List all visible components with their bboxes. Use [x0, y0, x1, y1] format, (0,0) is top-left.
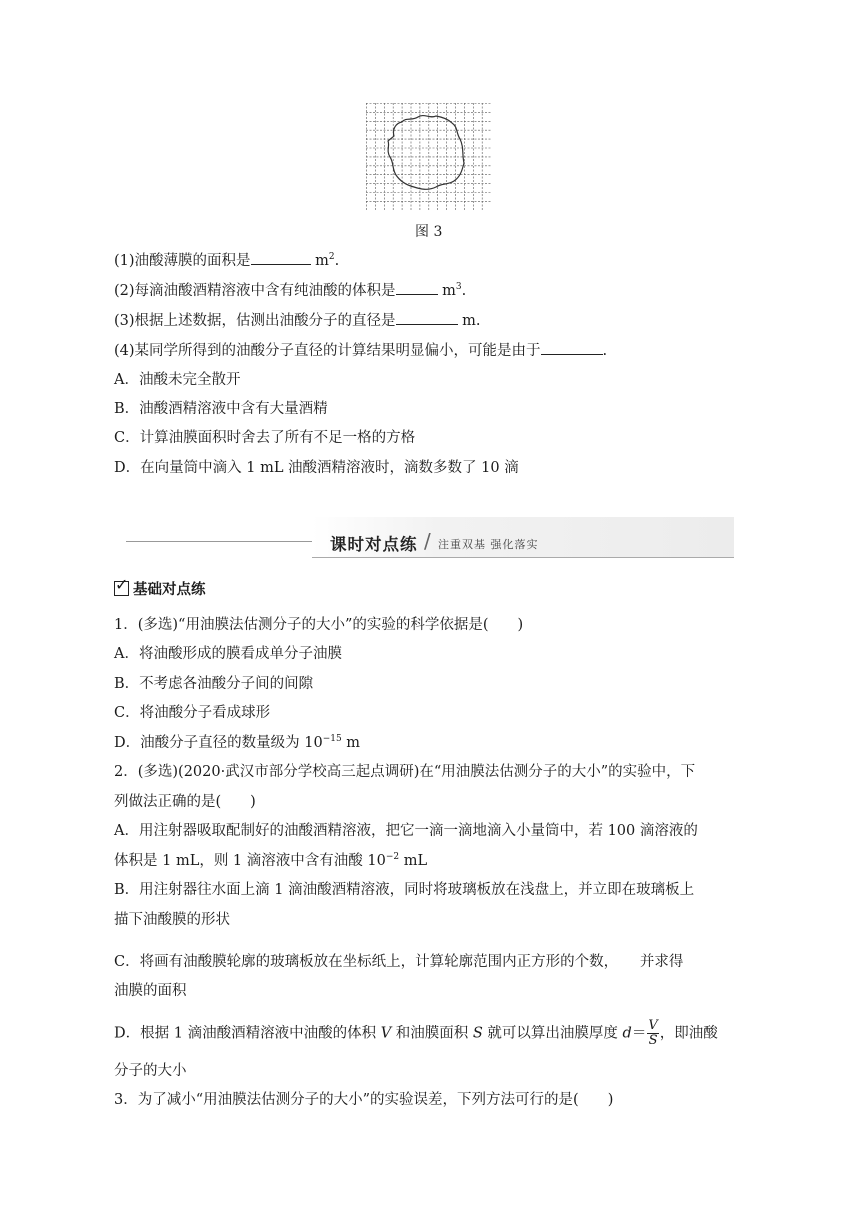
- option-c: C．计算油膜面积时舍去了所有不足一格的方格: [114, 430, 416, 446]
- banner-underline: [312, 557, 734, 558]
- banner-rule: [126, 541, 312, 542]
- q2-option-d-line2: 分子的大小: [114, 1063, 187, 1079]
- question-3-stem: 3．为了减小“用油膜法估测分子的大小”的实验误差，下列方法可行的是( ): [114, 1092, 614, 1108]
- subquestion-4: (4)某同学所得到的油酸分子直径的计算结果明显偏小，可能是由于 .: [114, 340, 607, 361]
- section-banner: [0, 513, 860, 571]
- section-heading: [114, 575, 206, 600]
- option-a: A．油酸未完全散开: [114, 372, 241, 388]
- q2-option-d-line1: D．根据 1 滴油酸酒精溶液中油酸的体积 V 和油膜面积 S 就可以算出油膜厚度 d＝ $\frac{V}{S}$ ，即油酸: [114, 1018, 718, 1048]
- q2-option-b-line2: 描下油酸膜的形状: [114, 912, 230, 928]
- q2-option-b-line1: B．用注射器往水面上滴 1 滴油酸酒精溶液，同时将玻璃板放在浅盘上，并立即在玻璃板上: [114, 882, 695, 898]
- q2-option-c-line2: 油膜的面积: [114, 983, 187, 999]
- banner-slash: /: [424, 529, 431, 553]
- q1-option-a: A．将油酸形成的膜看成单分子油膜: [114, 646, 342, 662]
- answer-blank[interactable]: [541, 340, 603, 355]
- section-title: 基础对点练: [133, 582, 206, 598]
- q2-option-c-line1: C．将画有油酸膜轮廓的玻璃板放在坐标纸上，计算轮廓范围内正方形的个数， 并求得: [114, 954, 684, 970]
- answer-blank[interactable]: [251, 250, 311, 265]
- question-2-stem-line2: 列做法正确的是( ): [114, 794, 256, 810]
- q2-option-a-line1: A．用注射器吸取配制好的油酸酒精溶液，把它一滴一滴地滴入小量筒中，若 100 滴溶液的: [114, 823, 698, 839]
- banner-subtitle: 注重双基 强化落实: [438, 538, 539, 551]
- banner-title: 课时对点练: [330, 535, 418, 554]
- subquestion-1: (1)油酸薄膜的面积是 $m^2$.: [114, 252, 340, 269]
- checkbox-icon: ✓: [115, 575, 129, 594]
- question-2-stem-line1: 2．(多选)(2020·武汉市部分学校高三起点调研)在“用油膜法估测分子的大小”的实验中，下: [114, 764, 696, 780]
- q1-option-d: D．油酸分子直径的数量级为 $10^{-15}$ m: [114, 734, 361, 751]
- oil-film-outline: [388, 116, 464, 190]
- question-1-stem: 1．(多选)“用油膜法估测分子的大小”的实验的科学依据是( ): [114, 617, 524, 633]
- q1-option-c: C．将油酸分子看成球形: [114, 705, 271, 721]
- figure-caption: 图 3: [415, 224, 443, 240]
- q2-option-a-line2: 体积是 1 mL，则 1 滴溶液中含有油酸 $10^{-2}$ mL: [114, 852, 428, 869]
- oil-film-grid-figure: [366, 103, 491, 210]
- answer-blank[interactable]: [396, 310, 458, 325]
- answer-blank[interactable]: [396, 280, 438, 295]
- fraction-v-over-s: $\frac{V}{S}$: [648, 1018, 658, 1048]
- subquestion-2: (2)每滴油酸酒精溶液中含有纯油酸的体积是 $m^3$.: [114, 282, 467, 299]
- option-b: B．油酸酒精溶液中含有大量酒精: [114, 401, 328, 417]
- option-d: D．在向量筒中滴入 1 mL 油酸酒精溶液时，滴数多数了 10 滴: [114, 460, 519, 476]
- q1-option-b: B．不考虑各油酸分子间的间隙: [114, 676, 314, 692]
- subquestion-3: (3)根据上述数据，估测出油酸分子的直径是 m.: [114, 310, 481, 331]
